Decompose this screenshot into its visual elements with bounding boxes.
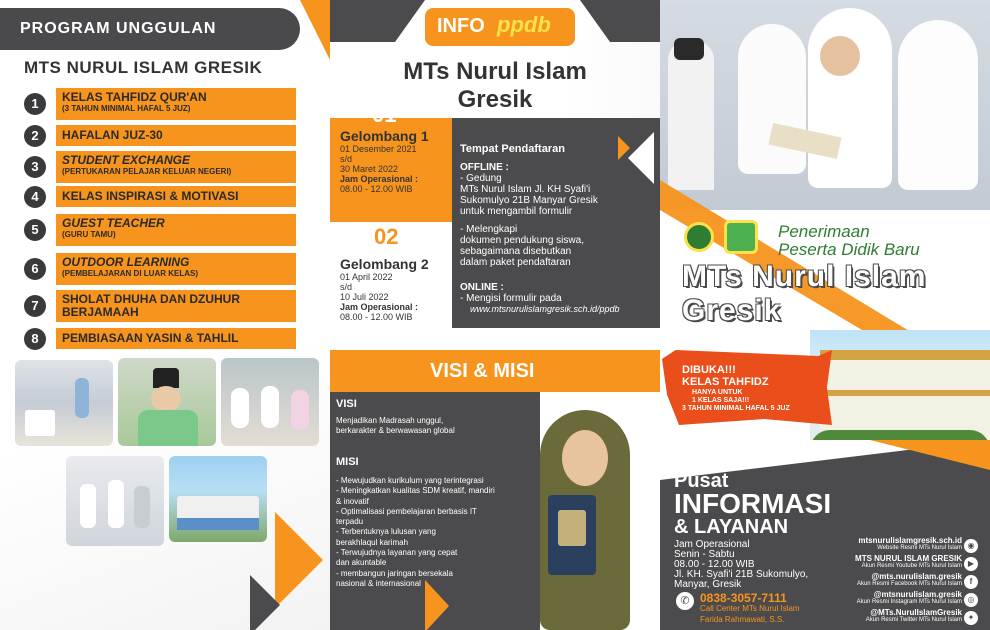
program-box	[56, 88, 296, 120]
program-header-text: PROGRAM UNGGULAN	[20, 20, 217, 37]
gelombang-jam: 08.00 - 12.00 WIB	[340, 184, 413, 194]
social-instagram[interactable]	[857, 590, 962, 605]
jam-line: 08.00 - 12.00 WIB	[674, 559, 755, 570]
header-accent	[330, 0, 425, 42]
visi-text: Menjadikan Madrasah unggul,	[336, 416, 444, 425]
visi-misi-header	[330, 350, 660, 392]
pusat-text: Pusat	[674, 470, 729, 492]
tahfidz-badge	[662, 350, 832, 425]
photo-classroom	[15, 360, 113, 446]
social-name: @mtsnurulislam.gresik	[873, 590, 962, 599]
program-title: KELAS TAHFIDZ QUR'AN	[62, 90, 207, 104]
jam-line: Jl. KH. Syafi'i 21B Sukomulyo,	[674, 569, 809, 580]
misi-list	[336, 476, 495, 589]
globe-icon: ◉	[964, 539, 978, 553]
info-ppdb-badge	[425, 8, 575, 46]
program-box	[56, 253, 296, 285]
badge-line: HANYA UNTUK	[692, 389, 743, 396]
program-number: 4	[24, 186, 46, 208]
school-name: MTS NURUL ISLAM GRESIK	[24, 58, 263, 77]
social-name: @mts.nurulislam.gresik	[871, 572, 962, 581]
photo-girls-studying	[221, 358, 319, 446]
student-with-quran	[530, 400, 650, 630]
panel-program-unggulan	[0, 0, 330, 630]
misi-item: - Meningkatkan kualitas SDM kreatif, mandiri	[336, 486, 495, 496]
program-title: PEMBIASAAN YASIN & TAHLIL	[62, 331, 239, 345]
program-number: 6	[24, 258, 46, 280]
ppdb-logo-text: ppdb	[497, 12, 551, 37]
social-youtube[interactable]	[855, 554, 962, 569]
social-desc: Akun Resmi Youtube MTs Nurul Islam	[861, 563, 962, 569]
penerimaan-text: Penerimaan	[778, 222, 870, 241]
misi-label: MISI	[336, 456, 359, 468]
program-box	[56, 125, 296, 146]
misi-item: - Terwujudnya layanan yang cepat	[336, 548, 458, 558]
program-title: SHOLAT DHUHA DAN DZUHUR BERJAMAAH	[62, 292, 240, 319]
cover-title-line1: MTs Nurul Islam	[682, 260, 927, 293]
social-desc: Akun Resmi Facebook MTs Nurul Islam	[856, 581, 962, 587]
misi-item: terpadu	[336, 517, 364, 527]
program-title: KELAS INSPIRASI & MOTIVASI	[62, 189, 239, 203]
social-desc: Website Resmi MTs Nurul Islam	[877, 545, 962, 551]
program-number: 8	[24, 328, 46, 350]
social-name: mtsnurulislamgresik.sch.id	[858, 536, 962, 545]
gelombang-date-end: 30 Maret 2022	[340, 164, 399, 174]
jam-line: Manyar, Gresik	[674, 579, 742, 590]
offline-line: Sukomulyo 21B Manyar Gresik	[460, 195, 598, 206]
social-name: @MTs.NurulIslamGresik	[870, 608, 962, 617]
gelombang-jam-label: Jam Operasional :	[340, 174, 419, 184]
cover-title-line2: Gresik	[682, 294, 782, 327]
program-desc: (PERTUKARAN PELAJAR KELUAR NEGERI)	[62, 167, 232, 176]
visi-text: berkarakter & berwawasan global	[336, 426, 455, 435]
misi-item: & inovatif	[336, 496, 369, 506]
badge-line: KELAS TAHFIDZ	[682, 376, 769, 388]
misi-item: - Optimalisasi pembelajaran berbasis IT	[336, 506, 477, 516]
gelombang-number: 02	[374, 224, 399, 249]
program-number: 2	[24, 125, 46, 147]
program-box	[56, 214, 296, 246]
arrow-decoration	[425, 580, 449, 630]
badge-line: 1 KELAS SAJA!!!	[692, 397, 750, 404]
social-twitter[interactable]	[866, 608, 962, 623]
social-desc: Akun Resmi Twitter MTs Nurul Islam	[865, 617, 962, 623]
program-desc: (PEMBELAJARAN DI LUAR KELAS)	[62, 269, 198, 278]
misi-item: - Mewujudkan kurikulum yang terintegrasi	[336, 476, 484, 485]
program-box	[56, 186, 296, 207]
social-facebook[interactable]	[857, 572, 962, 587]
misi-item: nasional & internasional	[336, 578, 421, 588]
youtube-icon: ▶	[964, 557, 978, 571]
offline-label: OFFLINE :	[460, 162, 509, 173]
gelombang-title: Gelombang 1	[340, 128, 429, 144]
whatsapp-icon: ✆	[676, 592, 694, 610]
program-title: STUDENT EXCHANGE	[62, 153, 191, 167]
offline-line: - Melengkapi	[460, 224, 518, 235]
kemenag-logo	[684, 222, 714, 252]
program-box	[56, 290, 296, 322]
gelombang-date-start: 01 April 2022	[340, 272, 393, 282]
school-title-line2: Gresik	[457, 86, 533, 113]
gelombang-jam-label: Jam Operasional :	[340, 302, 419, 312]
social-name: MTS NURUL ISLAM GRESIK	[855, 554, 962, 563]
gelombang-sd: s/d	[340, 154, 353, 164]
photo-students-reading	[660, 0, 990, 210]
program-number: 5	[24, 219, 46, 241]
online-line: - Mengisi formulir pada	[460, 293, 562, 304]
gelombang-2	[330, 222, 452, 328]
gelombang-title: Gelombang 2	[340, 256, 429, 272]
gelombang-date-end: 10 Juli 2022	[340, 292, 389, 302]
gelombang-number: 01	[372, 102, 397, 127]
program-title: HAFALAN JUZ-30	[62, 128, 163, 142]
penerimaan-text: Peserta Didik Baru	[778, 240, 920, 259]
arrow-decoration	[275, 512, 323, 608]
facebook-icon: f	[964, 575, 978, 589]
program-title: GUEST TEACHER	[62, 216, 165, 230]
arrow-decoration	[628, 132, 654, 184]
offline-line: sebagaimana disebutkan	[460, 246, 572, 257]
twitter-icon: ✦	[964, 611, 978, 625]
program-number: 1	[24, 93, 46, 115]
photo-student-reading	[118, 358, 216, 446]
misi-item: dan akuntable	[336, 558, 387, 568]
misi-item: berakhlaqul karimah	[336, 537, 409, 547]
contact-person: Farida Rahmawati, S.S.	[700, 615, 785, 624]
ppdb-url: www.mtsnurulislamgresik.sch.id/ppdb	[470, 304, 620, 314]
photo-outdoor-group	[169, 456, 267, 542]
misi-item: - Terbentuknya lulusan yang	[336, 527, 436, 537]
program-box	[56, 151, 296, 183]
program-header	[0, 8, 300, 50]
jam-line: Senin - Sabtu	[674, 549, 735, 560]
badge-line: DIBUKA!!!	[682, 364, 736, 376]
panel-info-ppdb	[330, 0, 660, 630]
registration-info	[452, 118, 660, 328]
callcenter-label: Call Center MTs Nurul Islam	[700, 604, 800, 613]
gelombang-date-start: 01 Desember 2021	[340, 144, 417, 154]
offline-line: MTs Nurul Islam Jl. KH Syafi'i	[460, 184, 591, 195]
jam-operasional	[674, 540, 808, 590]
program-number: 3	[24, 156, 46, 178]
social-desc: Akun Resmi Instagram MTs Nurul Islam	[856, 599, 962, 605]
program-box	[56, 328, 296, 349]
arrow-decoration	[618, 136, 630, 160]
social-website[interactable]	[858, 536, 962, 551]
arrow-decoration	[250, 575, 280, 630]
misi-item: - membangun jaringan bersekala	[336, 568, 453, 578]
offline-line: dalam paket pendaftaran	[460, 257, 571, 268]
offline-line: dokumen pendukung siswa,	[460, 235, 584, 246]
info-label: INFO	[437, 15, 485, 37]
program-desc: (3 TAHUN MINIMAL HAFAL 5 JUZ)	[62, 104, 191, 113]
offline-line: - Gedung	[460, 173, 502, 184]
gelombang-1	[330, 102, 452, 222]
tempat-title: Tempat Pendaftaran	[460, 143, 565, 155]
gelombang-sd: s/d	[340, 282, 353, 292]
school-logo	[724, 220, 758, 254]
photo-class-activity	[66, 456, 164, 546]
header-accent	[580, 0, 660, 42]
jam-line: Jam Operasional	[674, 539, 750, 550]
school-title-line1: MTs Nurul Islam	[403, 58, 587, 85]
corner-accent	[300, 0, 330, 60]
program-desc: (GURU TAMU)	[62, 230, 116, 239]
instagram-icon: ◎	[964, 593, 978, 607]
visi-misi-title: VISI & MISI	[430, 360, 535, 382]
panel-cover	[660, 0, 990, 630]
phone-number[interactable]: 0838-3057-7111	[700, 591, 787, 605]
offline-line: untuk mengambil formulir	[460, 206, 573, 217]
gelombang-jam: 08.00 - 12.00 WIB	[340, 312, 413, 322]
badge-line: 3 TAHUN MINIMAL HAFAL 5 JUZ	[682, 405, 790, 412]
informasi-text: INFORMASI	[674, 488, 832, 519]
layanan-text: & LAYANAN	[674, 516, 789, 538]
visi-label: VISI	[336, 398, 357, 410]
online-label: ONLINE :	[460, 282, 504, 293]
program-number: 7	[24, 295, 46, 317]
program-title: OUTDOOR LEARNING	[62, 255, 190, 269]
